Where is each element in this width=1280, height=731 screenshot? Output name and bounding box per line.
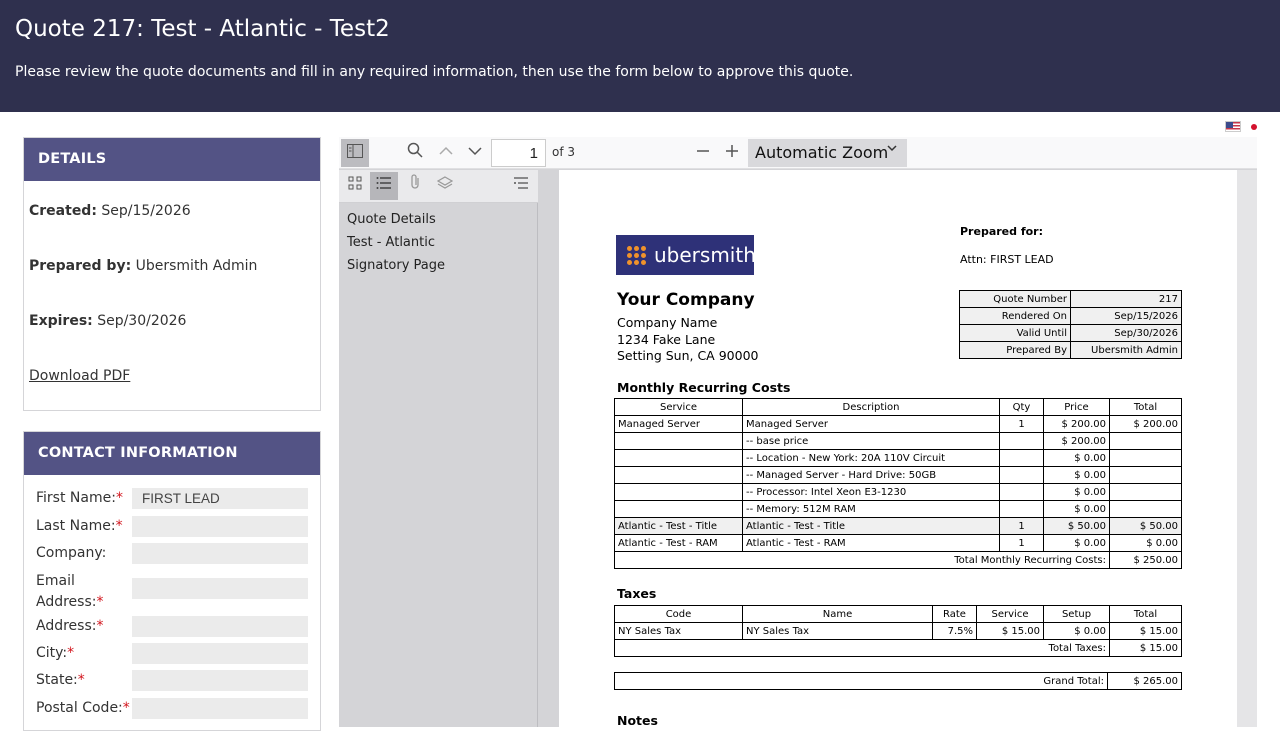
logo-text: ubersmith [654,243,756,267]
outline-item-quote-details[interactable]: Quote Details [347,212,436,227]
table-row: -- Location - New York: 20A 110V Circuit $ 0.00 [615,450,1182,467]
japan-flag-icon[interactable] [1248,121,1260,132]
table-row: Prepared By Ubersmith Admin [960,342,1182,359]
ubersmith-logo [616,235,754,275]
last-name-label: Last Name:* [36,518,123,534]
language-flags [1225,121,1259,133]
page-subtitle: Please review the quote documents and fill in any required information, then use the form below to approve this quote. [15,64,854,80]
table-row: -- Memory: 512M RAM $ 0.00 [615,501,1182,518]
table-row: NY Sales Tax NY Sales Tax 7.5% $ 15.00 $ 0.00 $ 15.00 [615,623,1182,640]
sidebar-toggle-icon[interactable] [341,139,369,167]
attachment-icon[interactable] [401,172,429,200]
plus-icon[interactable] [718,139,746,167]
chevron-down-icon[interactable] [461,139,489,167]
prepared-label: Prepared by: [29,258,132,274]
taxes-title: Taxes [617,586,657,601]
table-row: Valid Until Sep/30/2026 [960,325,1182,342]
download-pdf-link[interactable]: Download PDF [29,368,131,384]
sidebar-tools [339,170,538,203]
last-name-field[interactable] [132,516,308,537]
company-label: Company: [36,545,107,561]
page-count: of 3 [552,145,576,159]
details-heading: DETAILS [24,138,320,181]
minus-icon[interactable] [689,139,717,167]
zoom-value: Automatic Zoom [755,143,889,162]
grand-total-table [614,672,1182,690]
first-name-field[interactable] [132,488,308,509]
email-field[interactable] [132,578,308,599]
expires-row [29,313,186,329]
page-header [0,0,1280,112]
us-flag-icon[interactable] [1225,121,1241,132]
table-row: -- Managed Server - Hard Drive: 50GB $ 0.00 [615,467,1182,484]
current-outline-icon[interactable] [507,172,535,200]
zoom-select[interactable] [748,139,907,167]
chevron-down-icon [887,142,897,156]
prepared-value: Ubersmith Admin [135,258,258,274]
state-field[interactable] [132,670,308,691]
mrc-table [614,398,1182,569]
page-title: Quote 217: Test - Atlantic - Test2 [15,16,390,42]
table-row: Managed Server Managed Server 1 $ 200.00 $ 200.00 [615,416,1182,433]
logo-dots-icon [627,246,647,266]
company-title: Your Company [617,290,755,310]
viewer-scroll-area [1237,170,1257,727]
table-header: Code Name Rate Service Setup Total [615,606,1182,623]
notes-title: Notes [617,713,658,728]
table-row: Atlantic - Test - Title Atlantic - Test - Title 1 $ 50.00 $ 50.00 [615,518,1182,535]
taxes-table [614,605,1182,657]
chevron-up-icon[interactable] [432,139,460,167]
layers-icon[interactable] [431,172,459,200]
email-label: Email Address:* [36,573,104,610]
pdf-page [559,170,1237,730]
table-row: Grand Total: $ 265.00 [615,673,1182,690]
table-row: Total Taxes: $ 15.00 [615,640,1182,657]
state-label: State:* [36,672,85,688]
table-row: -- base price $ 200.00 [615,433,1182,450]
search-icon[interactable] [401,139,429,167]
company-field[interactable] [132,543,308,564]
table-row: Quote Number 217 [960,291,1182,308]
attn-line: Attn: FIRST LEAD [960,253,1054,266]
city-field[interactable] [132,643,308,664]
table-row: Atlantic - Test - RAM Atlantic - Test - RAM 1 $ 0.00 $ 0.00 [615,535,1182,552]
viewer-sidebar [339,170,538,727]
table-row: Rendered On Sep/15/2026 [960,308,1182,325]
viewer-toolbar [339,137,1257,169]
contact-heading: CONTACT INFORMATION [24,432,320,475]
address-line: Setting Sun, CA 90000 [617,348,759,363]
table-row: -- Processor: Intel Xeon E3-1230 $ 0.00 [615,484,1182,501]
outline-icon[interactable] [370,172,398,200]
thumbnails-icon[interactable] [341,172,369,200]
postal-code-label: Postal Code:* [36,700,130,716]
created-value: Sep/15/2026 [101,203,191,219]
city-label: City:* [36,645,75,661]
prepared-for-label: Prepared for: [960,225,1043,238]
outline-item-signatory-page[interactable]: Signatory Page [347,258,446,273]
quote-meta-table [959,290,1182,359]
expires-value: Sep/30/2026 [97,313,187,329]
outline-item-test-atlantic[interactable]: Test - Atlantic [347,235,435,250]
table-row: Total Monthly Recurring Costs: $ 250.00 [615,552,1182,569]
details-panel [23,137,321,411]
expires-label: Expires: [29,313,93,329]
address-label: Address:* [36,618,104,634]
created-row [29,203,191,219]
mrc-title: Monthly Recurring Costs [617,380,791,395]
table-header: Service Description Qty Price Total [615,399,1182,416]
created-label: Created: [29,203,97,219]
prepared-row [29,258,257,274]
first-name-label: First Name:* [36,490,123,506]
pdf-viewer [339,137,1257,727]
postal-code-field[interactable] [132,698,308,719]
address-field[interactable] [132,616,308,637]
page-number-input[interactable] [491,139,546,167]
address-line: Company Name [617,315,718,330]
address-line: 1234 Fake Lane [617,332,716,347]
contact-panel [23,431,321,731]
